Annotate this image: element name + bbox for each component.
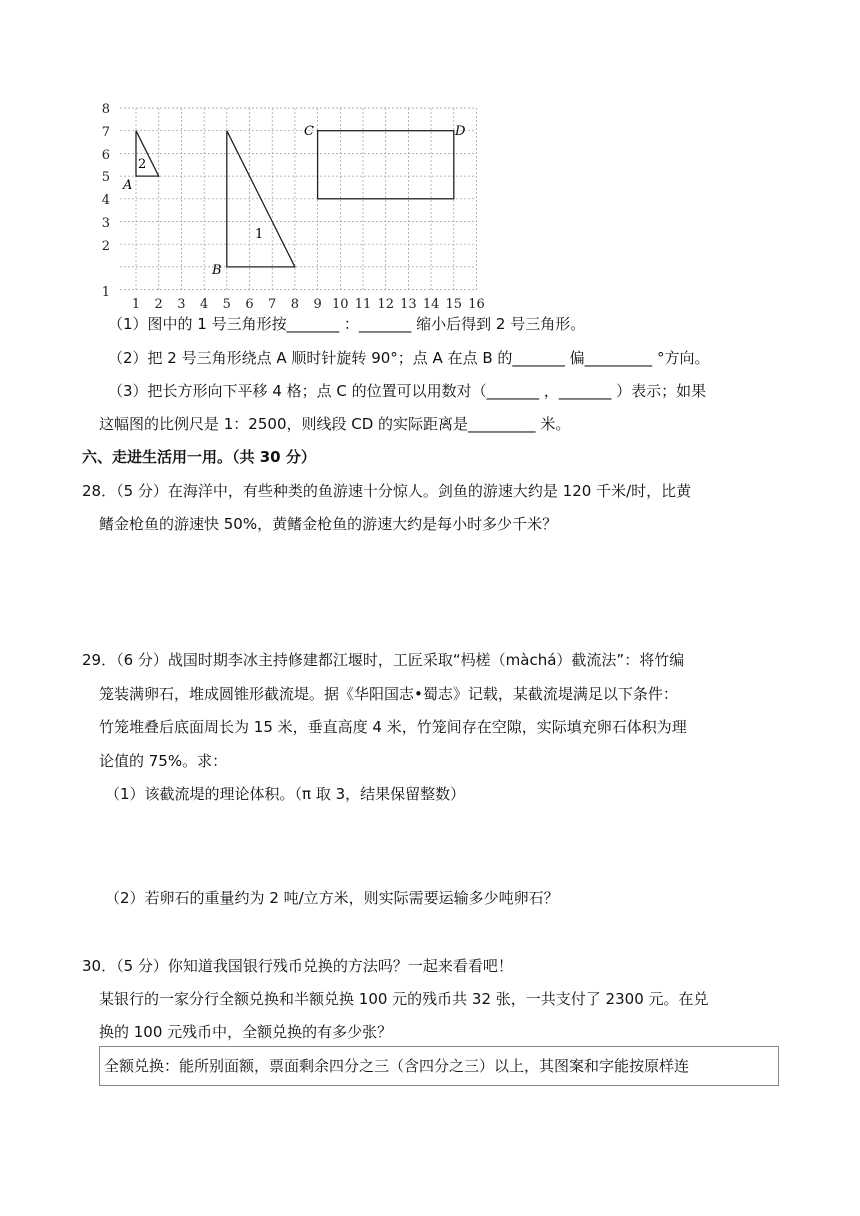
y-tick: 5 xyxy=(101,170,110,185)
q29-line4: 论值的 75%。求： xyxy=(99,752,228,770)
x-tick: 3 xyxy=(177,297,186,311)
point-b-label: B xyxy=(212,263,222,278)
coordinate-grid-figure xyxy=(90,96,490,311)
point-d-label: D xyxy=(455,124,466,139)
exchange-rules-box xyxy=(99,1046,779,1086)
point-a-label: A xyxy=(123,178,133,193)
x-tick: 14 xyxy=(422,297,440,311)
x-tick: 2 xyxy=(154,297,163,311)
q28-line1: 28．（5 分）在海洋中，有些种类的鱼游速十分惊人。剑鱼的游速大约是 120 千米/时，比黄 xyxy=(82,482,692,500)
x-tick: 13 xyxy=(400,297,417,311)
y-tick: 8 xyxy=(101,102,110,117)
y-tick: 1 xyxy=(101,285,110,300)
y-tick: 7 xyxy=(101,125,110,140)
x-tick: 9 xyxy=(313,297,322,311)
y-tick: 2 xyxy=(101,239,110,254)
q30-line3: 换的 100 元残币中，全额兑换的有多少张？ xyxy=(99,1023,393,1041)
q30-line2: 某银行的一家分行全额兑换和半额兑换 100 元的残币共 32 张，一共支付了 2300 元。在兑 xyxy=(99,990,709,1008)
y-tick: 4 xyxy=(101,193,110,208)
q29-line1: 29．（6 分）战国时期李冰主持修建都江堰时，工匠采取“杩槎（màchá）截流法”：将竹编 xyxy=(82,651,685,669)
q30-line1: 30．（5 分）你知道我国银行残币兑换的方法吗？一起来看看吧！ xyxy=(82,957,513,975)
x-tick: 10 xyxy=(332,297,349,311)
q27-part3-line1: （3）把长方形向下平移 4 格；点 C 的位置可以用数对（_______ ，_______ ）表示；如果 xyxy=(108,382,707,400)
x-tick: 4 xyxy=(199,297,209,311)
triangle-1-label: 1 xyxy=(255,227,264,242)
x-tick: 1 xyxy=(131,297,141,311)
x-tick: 16 xyxy=(468,297,485,311)
q29-part1: （1）该截流堤的理论体积。（π 取 3，结果保留整数） xyxy=(105,785,466,803)
x-tick: 11 xyxy=(354,297,372,311)
q27-part3-line2: 这幅图的比例尺是 1：2500，则线段 CD 的实际距离是_________ 米。 xyxy=(99,415,571,433)
triangle-2-label: 2 xyxy=(138,157,147,172)
q28-line2: 鳍金枪鱼的游速快 50%，黄鳍金枪鱼的游速大约是每小时多少千米？ xyxy=(99,515,558,533)
x-tick: 8 xyxy=(290,297,300,311)
q29-part2: （2）若卵石的重量约为 2 吨/立方米，则实际需要运输多少吨卵石？ xyxy=(105,889,559,907)
x-tick: 12 xyxy=(377,297,394,311)
y-tick: 6 xyxy=(101,148,110,163)
exchange-rules-text: 全额兑换：能所别面额，票面剩余四分之三（含四分之三）以上，其图案和字能按原样连 xyxy=(104,1057,690,1075)
q29-line3: 竹笼堆叠后底面周长为 15 米，垂直高度 4 米，竹笼间存在空隙，实际填充卵石体积为理 xyxy=(99,718,687,736)
x-tick: 6 xyxy=(245,297,254,311)
q29-line2: 笼装满卵石，堆成圆锥形截流堤。据《华阳国志•蜀志》记载，某截流堤满足以下条件： xyxy=(99,685,678,703)
x-tick: 7 xyxy=(268,297,277,311)
x-tick: 15 xyxy=(445,297,463,311)
point-c-label: C xyxy=(304,124,314,139)
y-tick: 3 xyxy=(101,216,110,231)
q27-part1: （1）图中的 1 号三角形按_______ ：_______ 缩小后得到 2 号三角形。 xyxy=(108,315,586,333)
section-6-title: 六、走进生活用一用。（共 30 分） xyxy=(82,448,316,466)
x-tick: 5 xyxy=(222,297,231,311)
q27-part2: （2）把 2 号三角形绕点 A 顺时针旋转 90°；点 A 在点 B 的_______ 偏_________ °方向。 xyxy=(108,349,710,367)
